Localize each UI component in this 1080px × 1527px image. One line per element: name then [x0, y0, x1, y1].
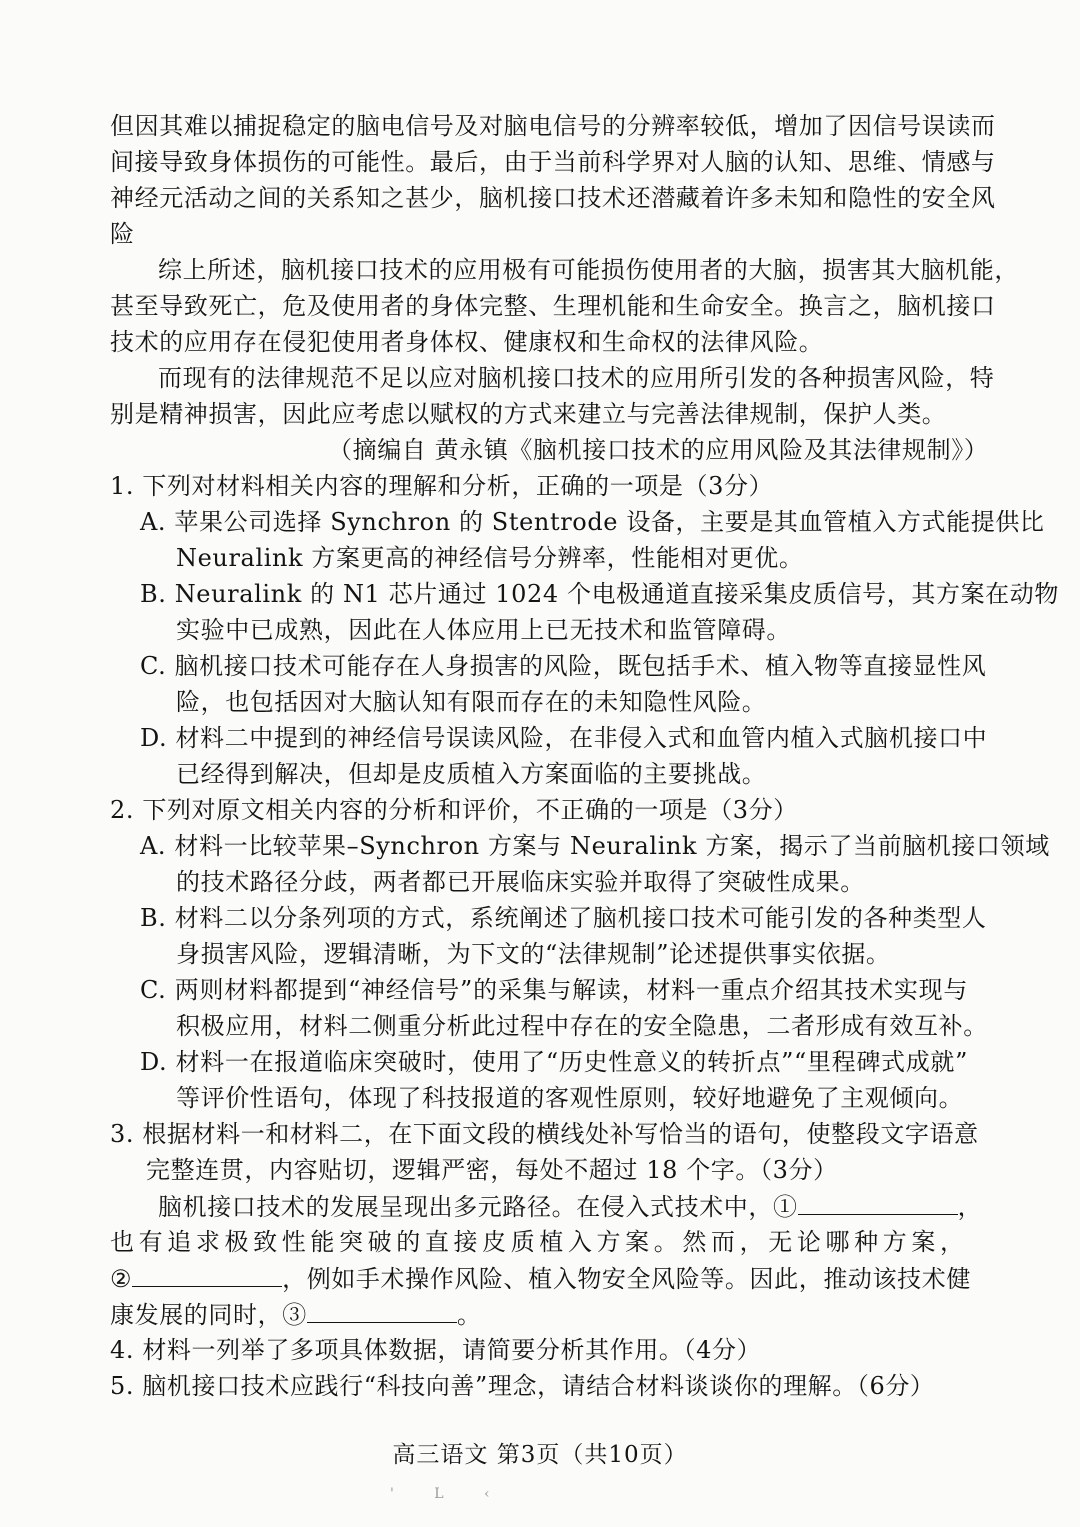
passage-line: 别是精神损害，因此应考虑以赋权的方式来建立与完善法律规制，保护人类。	[110, 400, 947, 428]
passage-line: 间接导致身体损伤的可能性。最后，由于当前科学界对人脑的认知、思维、情感与	[110, 148, 996, 176]
question-3-stem: 3. 根据材料一和材料二，在下面文段的横线处补写恰当的语句，使整段文字语意	[110, 1120, 979, 1148]
fill-line-1	[158, 1188, 983, 1224]
fill-text: ②	[110, 1265, 133, 1293]
fill-line-3	[110, 1260, 971, 1296]
passage-line: 甚至导致死亡，危及使用者的身体完整、生理机能和生命安全。换言之，脑机接口	[110, 292, 996, 320]
q2-option-c: C. 两则材料都提到“神经信号”的采集与解读，材料一重点介绍其技术实现与	[140, 976, 968, 1004]
question-3-stem-cont: 完整连贯，内容贴切，逻辑严密，每处不超过 18 个字。（3分）	[146, 1156, 838, 1184]
question-4-stem: 4. 材料一列举了多项具体数据，请简要分析其作用。（4分）	[110, 1336, 762, 1364]
q2-option-b-cont: 身损害风险，逻辑清晰，为下文的“法律规制”论述提供事实依据。	[176, 940, 891, 968]
question-2-stem: 2. 下列对原文相关内容的分析和评价，不正确的一项是（3分）	[110, 796, 798, 824]
passage-line: 综上所述，脑机接口技术的应用极有可能损伤使用者的大脑，损害其大脑机能，	[158, 256, 1019, 284]
question-5-stem: 5. 脑机接口技术应践行“科技向善”理念，请结合材料谈谈你的理解。（6分）	[110, 1372, 935, 1400]
fill-text: 。	[456, 1301, 482, 1329]
fill-line-2: 也有追求极致性能突破的直接皮质植入方案。然而，无论哪种方案，	[110, 1228, 968, 1256]
scan-marks: ' L ‹	[390, 1486, 508, 1502]
q2-option-c-cont: 积极应用，材料二侧重分析此过程中存在的安全隐患，二者形成有效互补。	[176, 1012, 988, 1040]
q1-option-c: C. 脑机接口技术可能存在人身损害的风险，既包括手术、植入物等直接显性风	[140, 652, 987, 680]
answer-blank-1[interactable]	[798, 1188, 958, 1215]
passage-line: 险	[110, 220, 135, 248]
q2-option-a: A. 材料一比较苹果–Synchron 方案与 Neuralink 方案，揭示了当前脑机接口领域	[140, 832, 1050, 860]
page-footer: 高三语文 第3页（共10页）	[392, 1442, 688, 1468]
q2-option-a-cont: 的技术路径分歧，两者都已开展临床实验并取得了突破性成果。	[176, 868, 865, 896]
fill-text: ，例如手术操作风险、植入物安全风险等。因此，推动该技术健	[282, 1265, 971, 1293]
fill-text: 脑机接口技术的发展呈现出多元路径。在侵入式技术中，①	[158, 1193, 798, 1221]
passage-line: 但因其难以捕捉稳定的脑电信号及对脑电信号的分辨率较低，增加了因信号误读而	[110, 112, 996, 140]
fill-line-4	[110, 1296, 968, 1332]
passage-line: 而现有的法律规范不足以应对脑机接口技术的应用所引发的各种损害风险，特	[158, 364, 995, 392]
fill-text: ，	[957, 1193, 983, 1221]
q2-option-d: D. 材料一在报道临床突破时，使用了“历史性意义的转折点”“里程碑式成就”	[140, 1048, 968, 1076]
q1-option-b-cont: 实验中已成熟，因此在人体应用上已无技术和监管障碍。	[176, 616, 791, 644]
answer-blank-3[interactable]	[307, 1296, 457, 1323]
q2-option-d-cont: 等评价性语句，体现了科技报道的客观性原则，较好地避免了主观倾向。	[176, 1084, 964, 1112]
question-1-stem: 1. 下列对材料相关内容的理解和分析，正确的一项是（3分）	[110, 472, 774, 500]
q1-option-d-cont: 已经得到解决，但却是皮质植入方案面临的主要挑战。	[176, 760, 767, 788]
passage-source: （摘编自 黄永镇《脑机接口技术的应用风险及其法律规制》）	[328, 436, 989, 464]
passage-line: 神经元活动之间的关系知之甚少，脑机接口技术还潜藏着许多未知和隐性的安全风	[110, 184, 996, 212]
passage-line: 技术的应用存在侵犯使用者身体权、健康权和生命权的法律风险。	[110, 328, 824, 356]
q1-option-c-cont: 险，也包括因对大脑认知有限而存在的未知隐性风险。	[176, 688, 767, 716]
q1-option-d: D. 材料二中提到的神经信号误读风险，在非侵入式和血管内植入式脑机接口中	[140, 724, 988, 752]
q1-option-a: A. 苹果公司选择 Synchron 的 Stentrode 设备，主要是其血管植入方式能提供比	[140, 508, 1045, 536]
fill-text: 康发展的同时，③	[110, 1301, 307, 1329]
q2-option-b: B. 材料二以分条列项的方式，系统阐述了脑机接口技术可能引发的各种类型人	[140, 904, 987, 932]
q1-option-b: B. Neuralink 的 N1 芯片通过 1024 个电极通道直接采集皮质信号，其方案在动物	[140, 580, 1059, 608]
q1-option-a-cont: Neuralink 方案更高的神经信号分辨率，性能相对更优。	[176, 544, 804, 572]
answer-blank-2[interactable]	[132, 1260, 282, 1287]
